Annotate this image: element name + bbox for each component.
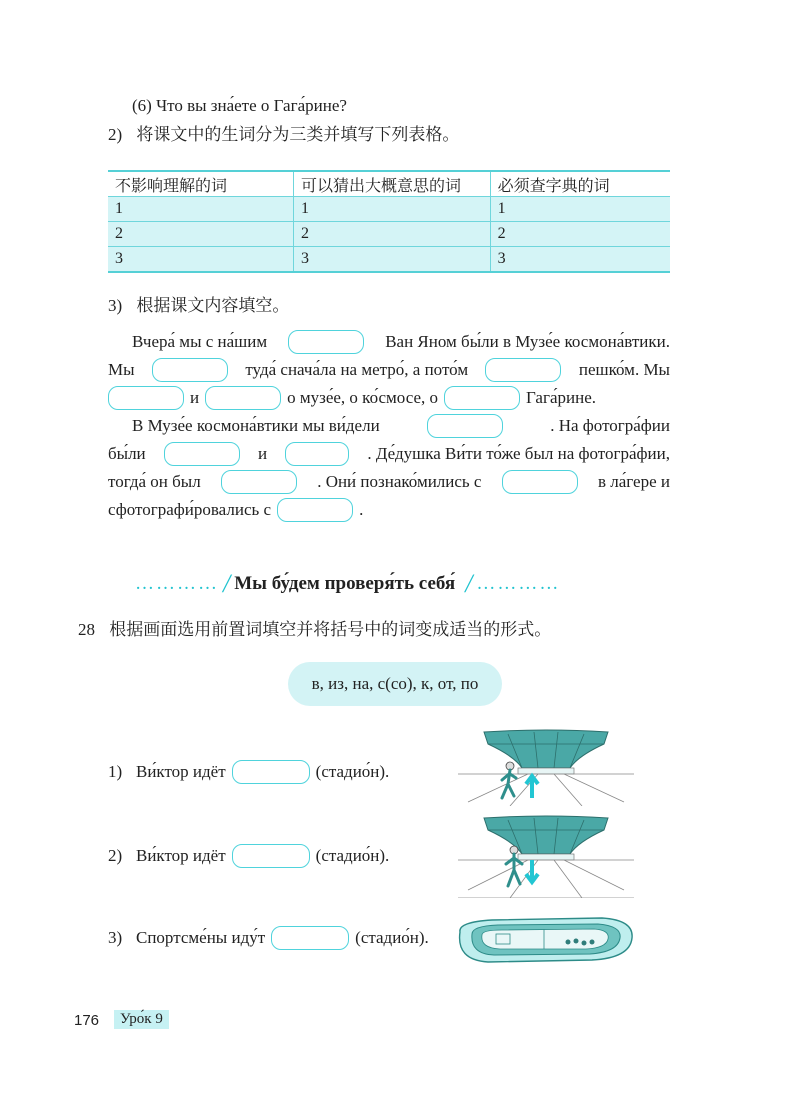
p1-text: и [190, 388, 200, 407]
dots-right: ………… [476, 573, 561, 594]
item-number: 1) [108, 762, 123, 781]
slash-left: / [223, 569, 231, 598]
table-cell[interactable]: 2 [108, 222, 293, 247]
table-cell[interactable]: 2 [490, 222, 670, 247]
task-2-number: 2) [108, 125, 123, 144]
p2-text: сфотографи́ровались с [108, 500, 272, 519]
blank-input[interactable] [277, 498, 353, 522]
task-3-text: 根据课文内容填空。 [136, 296, 290, 315]
table-header: 可以猜出大概意思的词 [293, 171, 490, 197]
blank-input[interactable] [285, 442, 349, 466]
p2-line2 [108, 442, 670, 466]
item-number: 3) [108, 928, 123, 947]
task-28-text: 根据画面选用前置词填空并将括号中的词变成适当的形式。 [109, 620, 552, 639]
task-3-heading [108, 296, 289, 316]
table-cell[interactable]: 1 [108, 197, 293, 222]
table-header: 必须查字典的词 [490, 171, 670, 197]
blank-input[interactable] [485, 358, 561, 382]
slash-right: / [465, 569, 473, 598]
table-cell[interactable]: 1 [490, 197, 670, 222]
item-subject: Ви́ктор идёт [136, 846, 226, 865]
p1-text: Гага́рине. [526, 388, 596, 407]
blank-input[interactable] [232, 760, 310, 784]
p1-line3 [108, 386, 670, 410]
question-6: (6) Что вы зна́ете о Гага́рине? [132, 96, 347, 115]
p2-text: . Де́душка Ви́ти то́же был на фотогра́фии, [367, 444, 670, 463]
item-word: (стадио́н). [355, 928, 429, 947]
stadium-leaving-illustration [458, 814, 634, 898]
p2-text: . На фотогра́фии [550, 416, 670, 435]
table-header-row [108, 171, 670, 197]
table-header: 不影响理解的词 [108, 171, 293, 197]
blank-input[interactable] [444, 386, 520, 410]
p2-text: и [257, 444, 268, 463]
task-2-text: 将课文中的生词分为三类并填写下列表格。 [136, 125, 460, 144]
item-subject: Спортсме́ны иду́т [136, 928, 266, 947]
stadium-approach-illustration [458, 728, 634, 806]
exercise-item-2 [108, 844, 389, 868]
p1-text: о музе́е, о ко́смосе, о [287, 388, 439, 407]
p1-text: Вчера́ мы с на́шим [132, 332, 268, 351]
page-number: 176 [74, 1012, 100, 1029]
blank-input[interactable] [164, 442, 240, 466]
blank-input[interactable] [205, 386, 281, 410]
blank-input[interactable] [221, 470, 297, 494]
p1-line2 [108, 358, 670, 382]
task-2-heading [108, 125, 459, 145]
table-cell[interactable]: 3 [490, 247, 670, 273]
item-number: 2) [108, 846, 123, 865]
item-subject: Ви́ктор идёт [136, 762, 226, 781]
p1-text: Мы [108, 360, 135, 379]
item-word: (стадио́н). [315, 846, 390, 865]
p1-text: Ван Яном бы́ли в Музе́е космона́втики. [385, 332, 670, 351]
blank-input[interactable] [427, 414, 503, 438]
dots-left: ………… [135, 573, 219, 594]
table-row [108, 222, 670, 247]
p2-text: в ла́гере и [597, 472, 670, 491]
blank-input[interactable] [271, 926, 349, 950]
task-28-number: 28 [78, 620, 95, 639]
table-cell[interactable]: 2 [293, 222, 490, 247]
table-row [108, 197, 670, 222]
exercise-item-3 [108, 926, 429, 950]
task-3-number: 3) [108, 296, 123, 315]
p1-text: туда́ снача́ла на метро́, а пото́м [245, 360, 469, 379]
blank-input[interactable] [108, 386, 184, 410]
exercise-item-1 [108, 760, 389, 784]
section-title-text: Мы бу́дем проверя́ть себя́ [234, 573, 456, 594]
p2-line4 [108, 498, 670, 522]
p2-text: бы́ли [108, 444, 146, 463]
blank-input[interactable] [232, 844, 310, 868]
running-track-illustration [452, 914, 636, 966]
blank-input[interactable] [152, 358, 228, 382]
p2-text: . Они́ познако́мились с [317, 472, 482, 491]
word-table [108, 170, 670, 273]
p2-text: В Музе́е космона́втики мы ви́дели [132, 416, 380, 435]
lesson-tag: Уро́к 9 [114, 1010, 169, 1029]
table-cell[interactable]: 1 [293, 197, 490, 222]
p2-line1 [108, 414, 670, 438]
p2-text: . [359, 500, 364, 519]
blank-input[interactable] [502, 470, 578, 494]
p1-text: пешко́м. Мы [578, 360, 670, 379]
p2-line3 [108, 470, 670, 494]
preposition-box: в, из, на, с(со), к, от, по [288, 662, 502, 706]
p2-text: тогда́ он был [108, 472, 201, 491]
section-title [135, 568, 665, 600]
item-word: (стадио́н). [315, 762, 390, 781]
table-cell[interactable]: 3 [293, 247, 490, 273]
task-28-heading [78, 620, 551, 640]
table-cell[interactable]: 3 [108, 247, 293, 273]
table-row [108, 247, 670, 273]
p1-line1 [108, 330, 670, 354]
blank-input[interactable] [288, 330, 364, 354]
